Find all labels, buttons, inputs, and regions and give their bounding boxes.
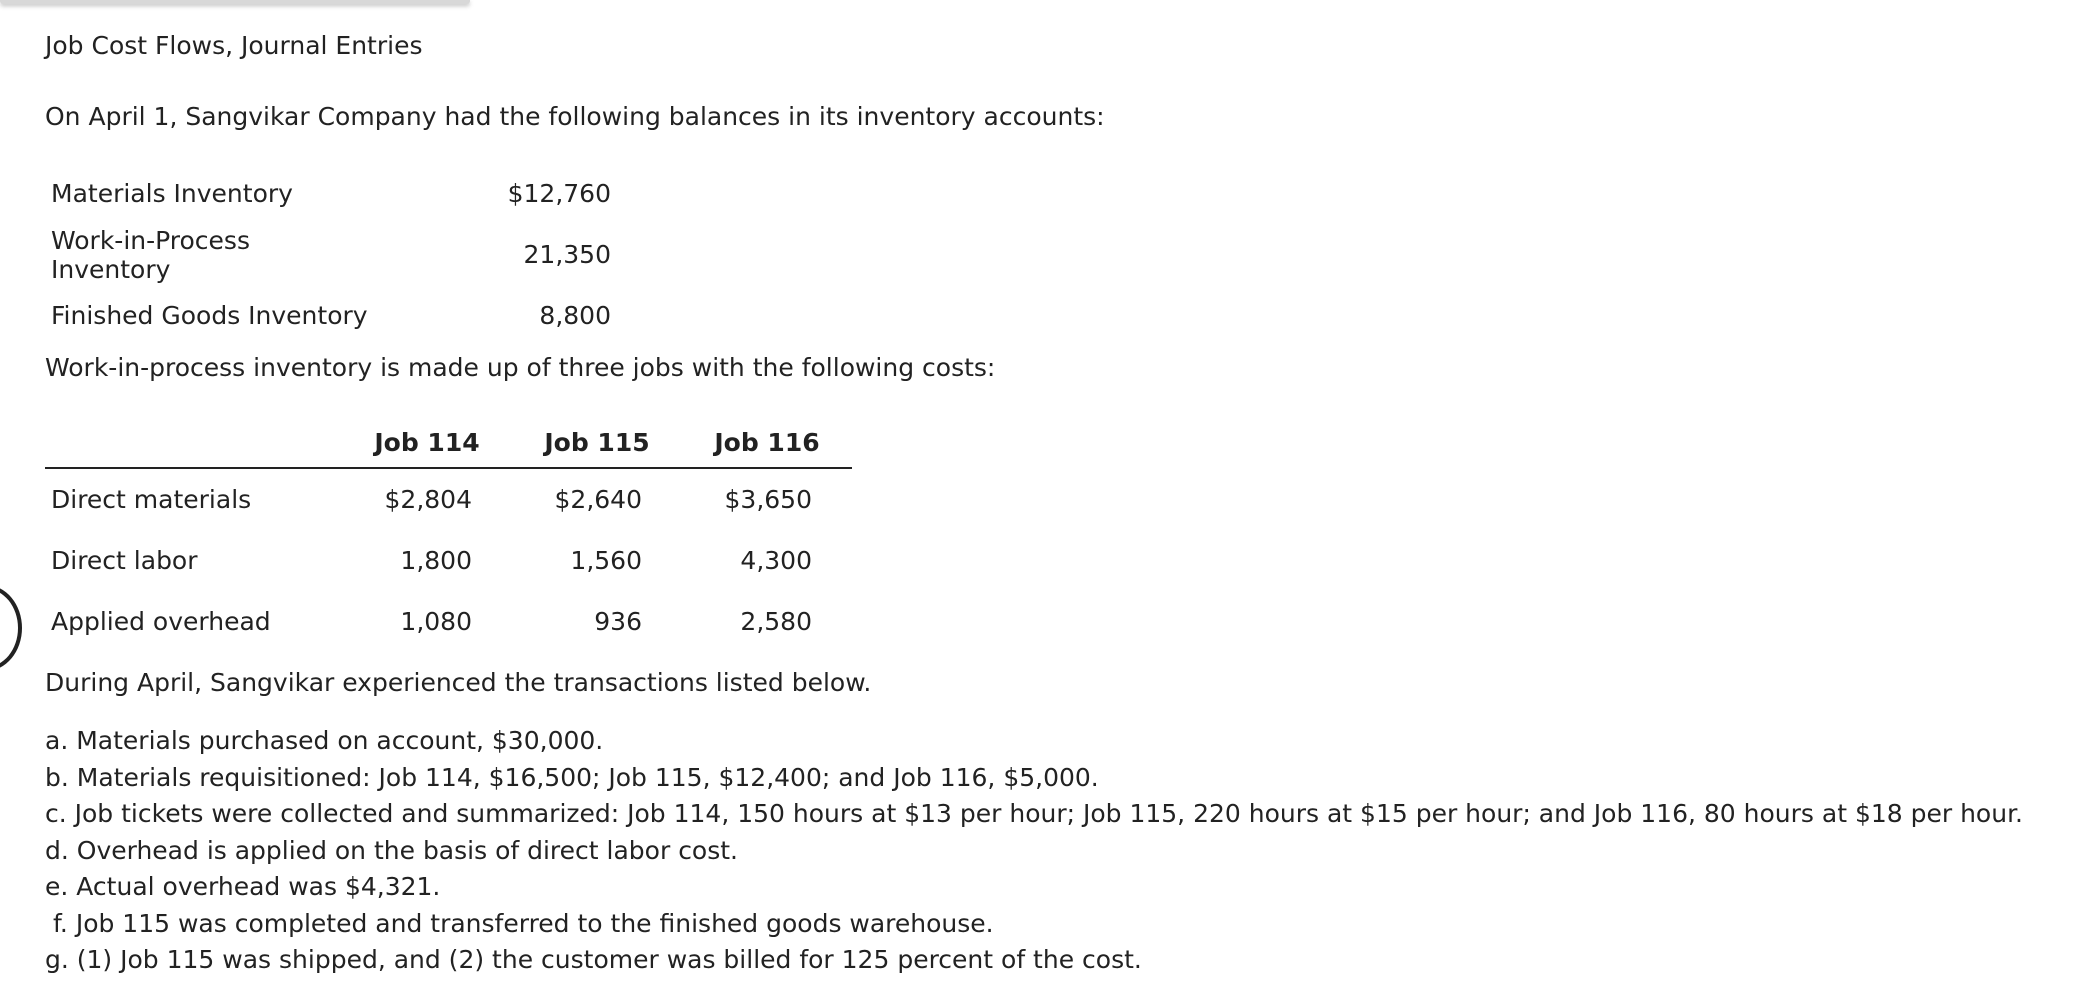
cell-value: 4,300 xyxy=(740,546,812,575)
list-item: c. Job tickets were collected and summarized: Job 114, 150 hours at $13 per hour; Job 115, 220 hours at $15 per hour; and Job 116, 80 hours at $18 per hour. xyxy=(45,799,2024,828)
list-item: a. Materials purchased on account, $30,000. xyxy=(45,726,604,755)
table-row-direct-materials xyxy=(45,469,852,530)
cell-value: 2,580 xyxy=(740,607,812,636)
inventory-table xyxy=(45,163,611,346)
table-row-direct-labor xyxy=(45,530,852,591)
list-item: g. (1) Job 115 was shipped, and (2) the customer was billed for 125 percent of the cost. xyxy=(45,945,1142,974)
wip-intro-text: Work-in-process inventory is made up of three jobs with the following costs: xyxy=(45,353,996,382)
row-label: Direct labor xyxy=(51,546,198,575)
job-cost-table xyxy=(45,417,852,652)
header-job-115: Job 115 xyxy=(544,427,650,457)
cell-value: $2,804 xyxy=(384,485,472,514)
cell-value: $2,640 xyxy=(554,485,642,514)
job-table-header xyxy=(45,417,852,469)
cell-value: 1,800 xyxy=(400,546,472,575)
table-row-applied-overhead xyxy=(45,591,852,652)
list-item: b. Materials requisitioned: Job 114, $16,500; Job 115, $12,400; and Job 116, $5,000. xyxy=(45,762,1099,792)
list-item: e. Actual overhead was $4,321. xyxy=(45,872,441,901)
inventory-value: 21,350 xyxy=(523,240,611,269)
cell-value: $3,650 xyxy=(724,485,812,514)
inventory-value: $12,760 xyxy=(507,179,611,208)
inventory-value: 8,800 xyxy=(539,301,611,330)
circle-outline-icon xyxy=(0,585,22,671)
cell-value: 1,560 xyxy=(570,546,642,575)
list-item: d. Overhead is applied on the basis of direct labor cost. xyxy=(45,835,739,865)
header-job-116: Job 116 xyxy=(714,427,820,457)
header-job-114: Job 114 xyxy=(374,427,480,457)
inventory-row-materials xyxy=(45,163,611,224)
inventory-label: Work-in-Process Inventory xyxy=(51,225,250,284)
cell-value: 1,080 xyxy=(400,607,472,636)
row-label: Applied overhead xyxy=(51,607,271,636)
inventory-label: Materials Inventory xyxy=(51,179,293,208)
page-title: Job Cost Flows, Journal Entries xyxy=(45,31,423,60)
inventory-row-wip xyxy=(45,224,611,285)
inventory-label: Finished Goods Inventory xyxy=(51,301,368,330)
cell-value: 936 xyxy=(594,607,642,636)
intro-text: On April 1, Sangvikar Company had the following balances in its inventory accounts: xyxy=(45,102,1105,131)
row-label: Direct materials xyxy=(51,485,252,514)
inventory-row-finished-goods xyxy=(45,285,611,346)
list-item: f. Job 115 was completed and transferred to the finished goods warehouse. xyxy=(45,908,994,938)
transactions-list xyxy=(45,723,2023,979)
transactions-intro-text: During April, Sangvikar experienced the transactions listed below. xyxy=(45,668,872,697)
top-bar-edge xyxy=(0,0,470,4)
